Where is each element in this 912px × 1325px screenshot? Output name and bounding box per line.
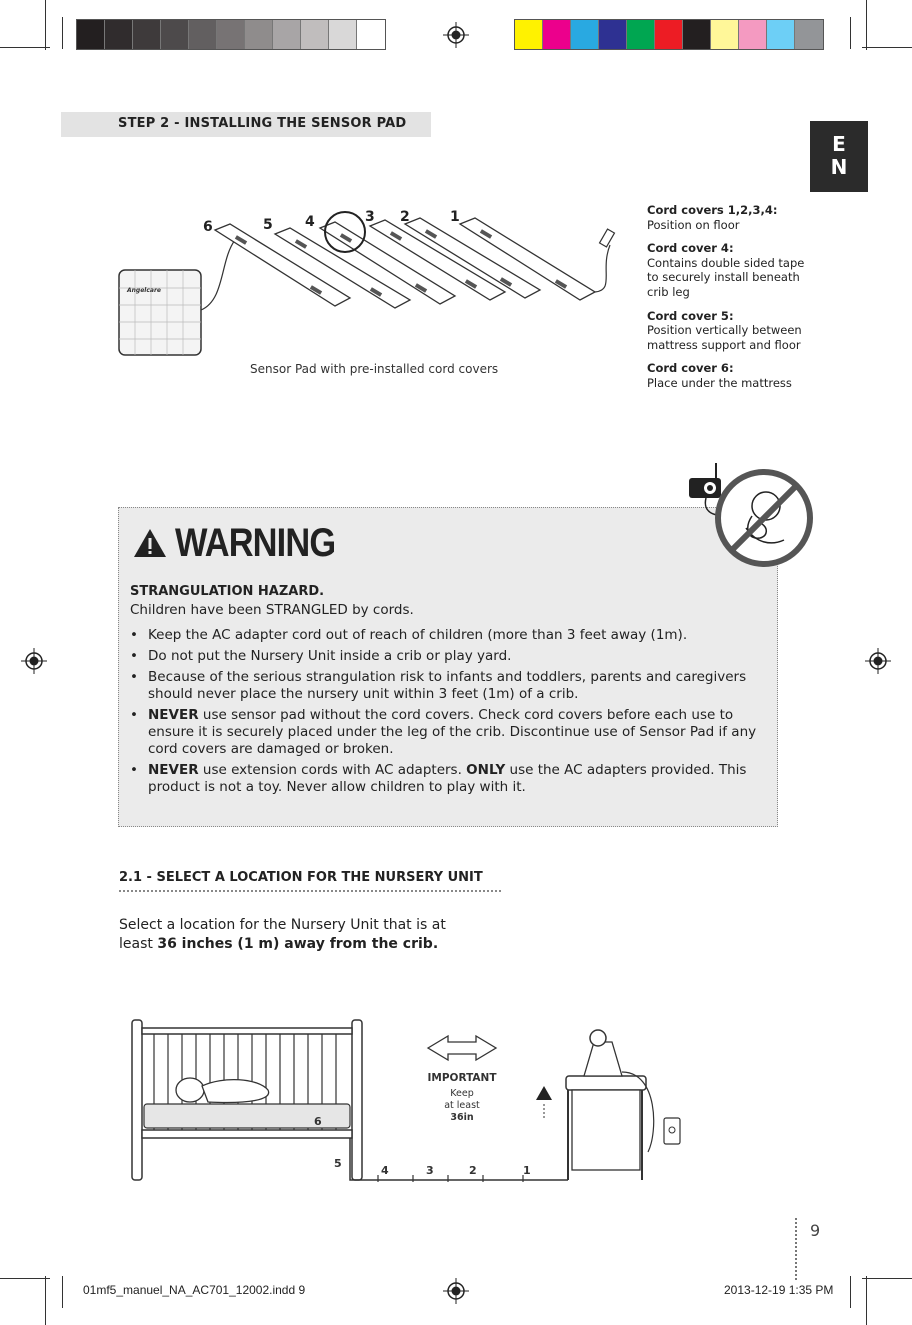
warning-item xyxy=(130,648,770,665)
cover-number-label: 2 xyxy=(400,209,410,225)
language-tab-letter: E xyxy=(832,132,846,156)
color-swatch xyxy=(357,20,385,49)
color-swatch xyxy=(627,20,655,49)
important-label: IMPORTANT xyxy=(427,1072,497,1084)
step-title: STEP 2 - INSTALLING THE SENSOR PAD xyxy=(118,116,407,131)
cover-note-text: Position on floor xyxy=(647,217,740,232)
warning-emphasis: NEVER xyxy=(148,707,199,723)
warning-item xyxy=(130,627,770,644)
crop-mark xyxy=(0,1278,50,1279)
crop-mark xyxy=(866,0,867,50)
cover-number-label: 1 xyxy=(450,209,460,225)
color-swatch xyxy=(329,20,357,49)
process-color-bar xyxy=(514,19,824,50)
color-swatch xyxy=(161,20,189,49)
cover-number-label: 6 xyxy=(203,219,213,235)
section-body xyxy=(119,916,459,954)
brand-logo: Angelcare xyxy=(127,287,161,294)
warning-item xyxy=(130,669,770,703)
grey-color-bar xyxy=(76,19,386,50)
warning-item-text: Keep the AC adapter cord out of reach of children (more than 3 feet away (1m). xyxy=(148,627,688,643)
registration-mark-icon xyxy=(865,648,891,674)
crib-cover-label: 5 xyxy=(334,1157,342,1170)
color-swatch xyxy=(683,20,711,49)
warning-item xyxy=(130,762,770,796)
color-swatch xyxy=(105,20,133,49)
file-slug: 01mf5_manuel_NA_AC701_12002.indd 9 xyxy=(83,1283,306,1297)
hazard-lead: Children have been STRANGLED by cords. xyxy=(130,602,414,618)
registration-mark-icon xyxy=(443,1278,469,1304)
cover-note-text: Place under the mattress xyxy=(647,375,792,390)
page-number: 9 xyxy=(810,1221,821,1240)
registration-mark-icon xyxy=(443,22,469,48)
cover-note-title: Cord cover 5: xyxy=(647,308,734,323)
crib-cover-label: 6 xyxy=(314,1115,322,1128)
color-swatch xyxy=(301,20,329,49)
registration-mark-icon xyxy=(21,648,47,674)
cover-note-text: Contains double sided tape to securely install beneath crib leg xyxy=(647,255,805,299)
section-body-text: Select a location for the Nursery Unit that is at least xyxy=(119,917,446,952)
cover-note-title: Cord cover 4: xyxy=(647,241,734,256)
cover-note xyxy=(647,241,807,299)
distance-label: 36in xyxy=(450,1112,474,1123)
color-swatch xyxy=(739,20,767,49)
crib-cover-label: 4 xyxy=(381,1164,389,1177)
crop-mark xyxy=(850,1276,851,1308)
crop-mark xyxy=(45,0,46,50)
crop-mark xyxy=(866,1276,867,1325)
cover-number-label: 4 xyxy=(305,214,315,230)
hazard-heading: STRANGULATION HAZARD. xyxy=(130,584,325,599)
color-swatch xyxy=(245,20,273,49)
crib-cover-label: 1 xyxy=(523,1164,531,1177)
warning-title: WARNING xyxy=(175,521,336,565)
warning-item-text: use extension cords with AC adapters. xyxy=(198,762,467,778)
warning-item xyxy=(130,707,770,758)
warning-emphasis: NEVER xyxy=(148,762,199,778)
warning-emphasis: ONLY xyxy=(466,762,506,778)
cover-note-title: Cord cover 6: xyxy=(647,361,734,376)
cover-number-label: 5 xyxy=(263,217,273,233)
sensor-pad-illustration xyxy=(115,200,635,360)
crib-cover-label: 3 xyxy=(426,1164,434,1177)
figure-caption: Sensor Pad with pre-installed cord covers xyxy=(250,362,499,376)
color-swatch xyxy=(767,20,795,49)
crop-mark xyxy=(0,47,50,48)
crop-mark xyxy=(62,17,63,49)
cord-cover-notes xyxy=(647,203,807,400)
crop-mark xyxy=(62,1276,63,1308)
warning-item-text: Because of the serious strangulation risk to infants and toddlers, parents and caregivers should never place the nursery unit within 3 feet (1m) of a crib. xyxy=(148,669,747,702)
color-swatch xyxy=(795,20,823,49)
cover-note-text: Position vertically between mattress support and floor xyxy=(647,323,802,352)
crib-placement-illustration xyxy=(128,1012,698,1187)
page-number-divider xyxy=(795,1218,797,1280)
color-swatch xyxy=(515,20,543,49)
section-divider xyxy=(119,890,501,892)
color-swatch xyxy=(133,20,161,49)
cover-note xyxy=(647,203,807,232)
color-swatch xyxy=(217,20,245,49)
color-swatch xyxy=(711,20,739,49)
color-swatch xyxy=(77,20,105,49)
warning-item-text: use the AC adapters provided. This product is not a toy. Never allow children to play with it. xyxy=(148,762,747,795)
color-swatch xyxy=(599,20,627,49)
color-swatch xyxy=(655,20,683,49)
language-tab-letter: N xyxy=(830,155,848,179)
warning-item-text: use sensor pad without the cord covers. Check cord covers before each use to ensure it is securely placed under the leg of the crib. Discontinue use of Sensor Pad if any cord covers are damaged or broken. xyxy=(148,707,757,757)
crib-cover-label: 2 xyxy=(469,1164,477,1177)
warning-list xyxy=(130,627,770,800)
no-cord-near-baby-icon xyxy=(686,458,816,576)
language-tab xyxy=(810,121,868,192)
crop-mark xyxy=(850,17,851,49)
cover-note-title: Cord covers 1,2,3,4: xyxy=(647,203,778,217)
date-slug: 2013-12-19 1:35 PM xyxy=(724,1283,834,1297)
keep-label: Keep xyxy=(450,1088,474,1099)
section-body-emphasis: 36 inches (1 m) away from the crib. xyxy=(157,936,439,952)
cover-note xyxy=(647,361,807,390)
color-swatch xyxy=(273,20,301,49)
crop-mark xyxy=(862,1278,912,1279)
cover-note xyxy=(647,309,807,353)
color-swatch xyxy=(571,20,599,49)
warning-item-text: Do not put the Nursery Unit inside a crib or play yard. xyxy=(148,648,512,664)
keep-label: at least xyxy=(444,1100,480,1111)
crop-mark xyxy=(862,47,912,48)
warning-triangle-icon xyxy=(132,527,168,559)
section-title: 2.1 - SELECT A LOCATION FOR THE NURSERY UNIT xyxy=(119,870,483,885)
crop-mark xyxy=(45,1276,46,1325)
color-swatch xyxy=(543,20,571,49)
cover-number-label: 3 xyxy=(365,209,375,225)
color-swatch xyxy=(189,20,217,49)
